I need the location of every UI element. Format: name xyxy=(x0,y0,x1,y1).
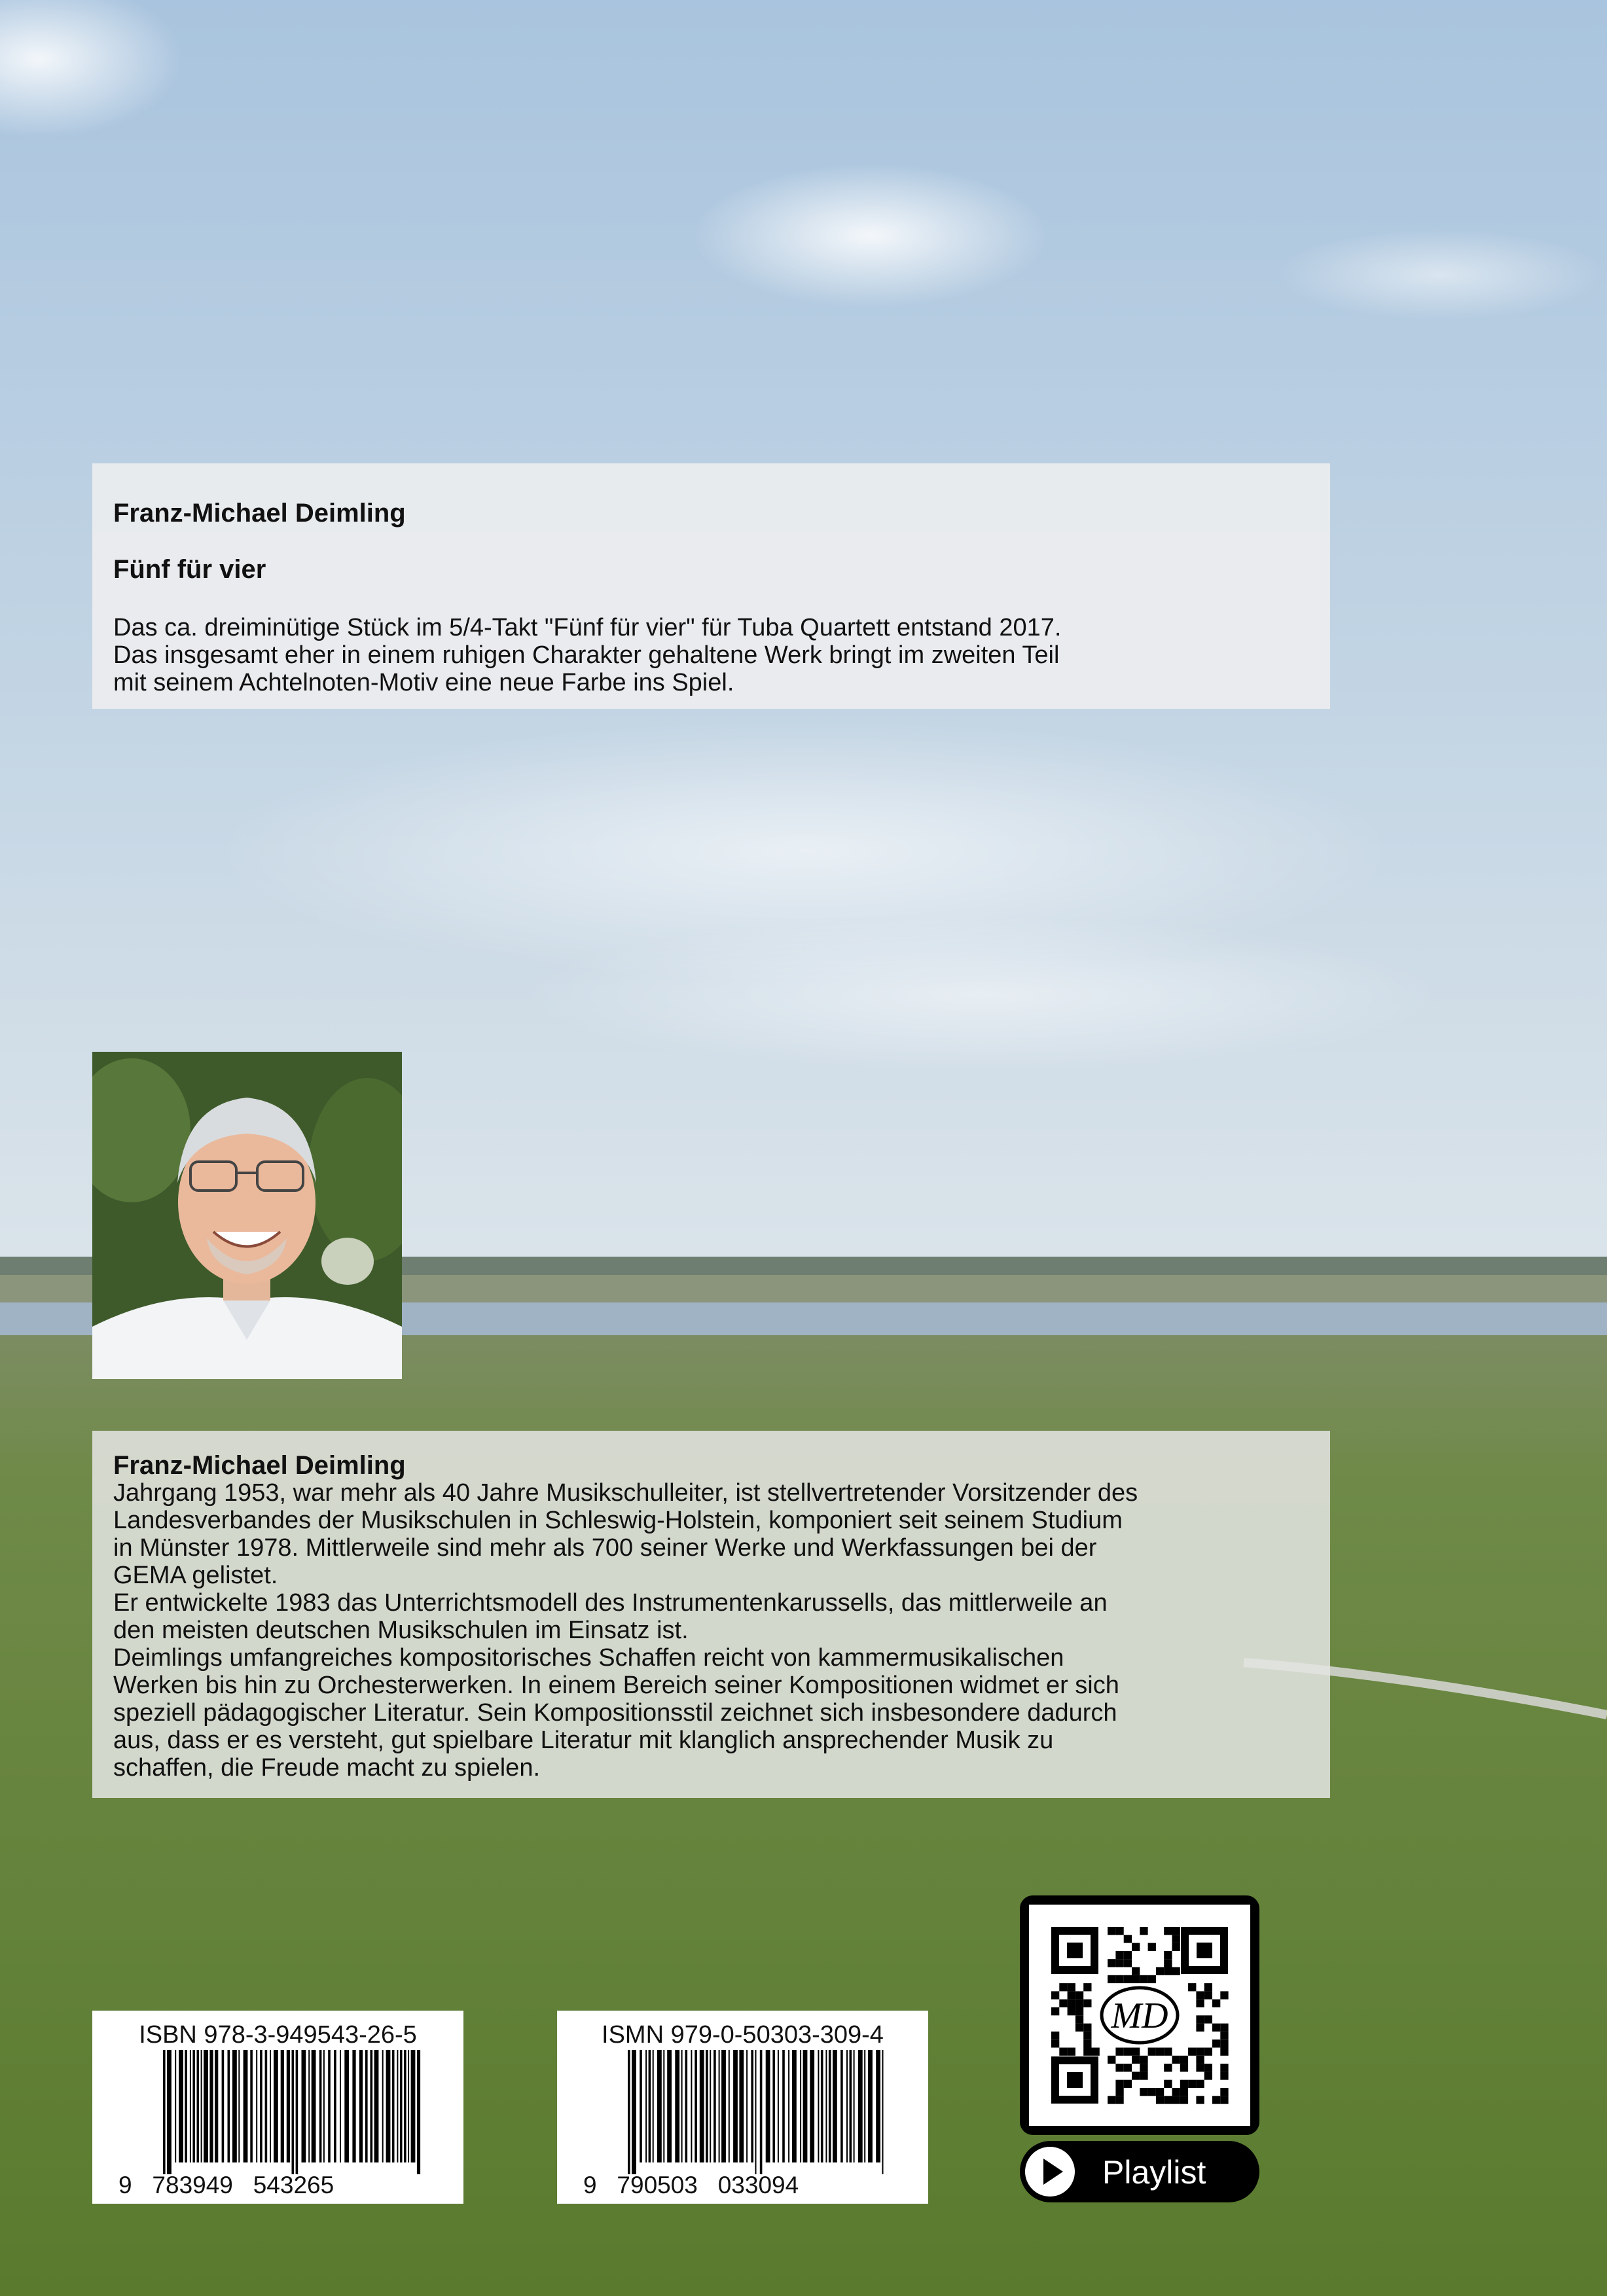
qr-module xyxy=(1180,2056,1188,2064)
ismn-digits: 9 790503 033094 xyxy=(583,2172,799,2198)
bio-line: Deimlings umfangreiches kompositorisches Schaffen reicht von kammermusikalischen xyxy=(113,1644,1064,1672)
barcode-bar xyxy=(292,2050,295,2174)
qr-module xyxy=(1115,2064,1123,2072)
qr-module xyxy=(1108,2096,1115,2104)
barcode-bar xyxy=(370,2050,373,2162)
barcode-bar xyxy=(167,2050,172,2174)
barcode-bar xyxy=(359,2050,363,2162)
barcode-bar xyxy=(232,2050,237,2162)
composer-name: Franz-Michael Deimling xyxy=(113,499,406,528)
barcode-bar xyxy=(760,2050,763,2174)
qr-module xyxy=(1140,2072,1147,2079)
playlist-label: Playlist xyxy=(1102,2154,1206,2191)
playlist-button[interactable] xyxy=(1020,2141,1259,2202)
barcode-bar xyxy=(663,2050,664,2162)
qr-module xyxy=(1075,1991,1083,1999)
barcode-bar xyxy=(713,2050,716,2162)
description-line: Das ca. dreiminütige Stück im 5/4-Takt "Fünf für vier" für Tuba Quartett entstand 2017. xyxy=(113,614,1062,641)
qr-module xyxy=(1083,2024,1091,2032)
barcode-bar xyxy=(265,2050,268,2162)
barcode-bar xyxy=(825,2050,827,2162)
qr-module xyxy=(1051,2039,1059,2047)
qr-module xyxy=(1196,1991,1204,1999)
barcode-bar xyxy=(328,2050,331,2162)
qr-module xyxy=(1156,2096,1164,2104)
qr-module xyxy=(1075,2007,1083,2015)
qr-module xyxy=(1124,1959,1132,1967)
qr-module xyxy=(1059,2000,1067,2007)
barcode-bar xyxy=(404,2050,406,2162)
qr-module xyxy=(1220,2024,1228,2032)
barcode-bar xyxy=(352,2050,355,2162)
barcode-bar xyxy=(640,2050,642,2162)
qr-module xyxy=(1220,2064,1228,2072)
bio-line: Landesverbandes der Musikschulen in Schleswig-Holstein, komponiert seit seinem Studium xyxy=(113,1507,1123,1534)
bio-line: Er entwickelte 1983 das Unterrichtsmodell des Instrumentenkarussells, das mittlerweile an xyxy=(113,1589,1108,1617)
qr-module xyxy=(1196,2015,1204,2023)
bio-line: GEMA gelistet. xyxy=(113,1562,278,1589)
qr-module xyxy=(1204,2015,1212,2023)
qr-module xyxy=(1204,1983,1212,1991)
barcode-bar xyxy=(632,2050,636,2174)
qr-module xyxy=(1075,2024,1083,2032)
barcode-bar xyxy=(882,2050,884,2174)
barcode-bar xyxy=(691,2050,692,2162)
qr-module xyxy=(1204,2048,1212,2056)
isbn-barcode-bars xyxy=(160,2050,424,2174)
barcode-bar xyxy=(201,2050,202,2162)
barcode-bar xyxy=(700,2050,704,2162)
barcode-bar xyxy=(746,2050,748,2162)
barcode-bar xyxy=(408,2050,409,2162)
barcode-bar xyxy=(302,2050,306,2162)
qr-module xyxy=(1124,1935,1132,1943)
barcode-bar xyxy=(382,2050,384,2162)
barcode-bar xyxy=(675,2050,679,2162)
barcode-bar xyxy=(386,2050,391,2162)
barcode-bar xyxy=(766,2050,770,2162)
qr-module xyxy=(1220,2039,1228,2047)
qr-module xyxy=(1132,2056,1140,2064)
barcode-bar xyxy=(803,2050,808,2162)
qr-module xyxy=(1115,2088,1123,2096)
barcode-bar xyxy=(810,2050,814,2162)
qr-module xyxy=(1172,2088,1180,2096)
qr-module xyxy=(1132,2072,1140,2079)
qr-module xyxy=(1172,1927,1180,1935)
barcode-bar xyxy=(323,2050,325,2162)
qr-module xyxy=(1196,2000,1204,2007)
barcode-bar xyxy=(710,2050,711,2162)
qr-module xyxy=(1140,2064,1147,2072)
barcode-bar xyxy=(667,2050,672,2162)
barcode-bar xyxy=(628,2050,630,2174)
qr-module xyxy=(1148,2088,1156,2096)
qr-module xyxy=(1196,2056,1204,2064)
barcode-bar xyxy=(222,2050,225,2162)
barcode-bar xyxy=(864,2050,865,2162)
qr-module xyxy=(1068,1991,1075,1999)
qr-module xyxy=(1115,2048,1123,2056)
qr-module xyxy=(1148,2048,1156,2056)
qr-module xyxy=(1196,2064,1204,2072)
qr-module xyxy=(1188,2048,1196,2056)
barcode-bar xyxy=(296,2050,298,2174)
piece-title: Fünf für vier xyxy=(113,555,266,584)
barcode-bar xyxy=(312,2050,316,2162)
description-line: mit seinem Achtelnoten-Motiv eine neue Farbe ins Spiel. xyxy=(113,669,734,696)
author-portrait xyxy=(92,1052,402,1379)
play-triangle-icon xyxy=(1043,2159,1063,2185)
bio-author-name: Franz-Michael Deimling xyxy=(113,1451,406,1480)
barcode-bar xyxy=(185,2050,187,2162)
barcode-bar xyxy=(163,2050,166,2174)
qr-module xyxy=(1108,1975,1115,1983)
barcode-bar xyxy=(334,2050,336,2162)
qr-logo: MD xyxy=(1111,1996,1168,2036)
barcode-bar xyxy=(719,2050,720,2162)
qr-module xyxy=(1196,2080,1204,2088)
qr-module xyxy=(1115,1951,1123,1959)
barcode-bar xyxy=(287,2050,290,2162)
barcode-bar xyxy=(721,2050,726,2162)
barcode-bar xyxy=(821,2050,823,2162)
barcode-bar xyxy=(179,2050,183,2162)
qr-module xyxy=(1124,1975,1132,1983)
qr-module xyxy=(1132,1943,1140,1951)
qr-module xyxy=(1212,2024,1220,2032)
barcode-bar xyxy=(876,2050,880,2162)
barcode-bar xyxy=(281,2050,284,2162)
qr-module xyxy=(1196,2048,1204,2056)
barcode-bar xyxy=(657,2050,662,2162)
qr-module xyxy=(1075,2015,1083,2023)
barcode-bar xyxy=(192,2050,195,2162)
barcode-bar xyxy=(772,2050,775,2162)
barcode-bar xyxy=(244,2050,248,2162)
ismn-barcode-bars xyxy=(625,2050,888,2174)
barcode-bar xyxy=(374,2050,379,2162)
qr-module xyxy=(1164,1951,1172,1959)
ismn-label: ISMN 979-0-50303-309-4 xyxy=(602,2021,884,2049)
barcode-bar xyxy=(685,2050,688,2162)
barcode-bar xyxy=(751,2050,753,2162)
barcode-bar xyxy=(858,2050,863,2162)
qr-module xyxy=(1180,2064,1188,2072)
barcode-bar xyxy=(190,2050,191,2162)
barcode-bar xyxy=(755,2050,757,2174)
qr-module xyxy=(1180,2088,1188,2096)
qr-module xyxy=(1124,2080,1132,2088)
bio-line: aus, dass er es versteht, gut spielbare Literatur mit klanglich ansprechender Musik zu xyxy=(113,1727,1054,1754)
qr-module xyxy=(1068,2007,1075,2015)
qr-module xyxy=(1204,2064,1212,2072)
ismn-barcode xyxy=(557,2011,928,2204)
qr-module xyxy=(1220,2088,1228,2096)
barcode-bar xyxy=(850,2050,852,2162)
qr-module xyxy=(1083,2048,1091,2056)
barcode-bar xyxy=(392,2050,395,2162)
barcode-bar xyxy=(829,2050,831,2162)
barcode-bar xyxy=(729,2050,730,2162)
qr-module xyxy=(1164,1967,1172,1975)
bio-line: schaffen, die Freude macht zu spielen. xyxy=(113,1754,541,1782)
qr-module xyxy=(1124,1951,1132,1959)
barcode-bar xyxy=(778,2050,779,2162)
qr-module xyxy=(1132,1975,1140,1983)
qr-module xyxy=(1148,1943,1156,1951)
qr-module xyxy=(1180,2096,1188,2104)
barcode-bar xyxy=(344,2050,349,2162)
qr-module xyxy=(1212,2096,1220,2104)
description-line: Das insgesamt eher in einem ruhigen Charakter gehaltene Werk bringt im zweiten Teil xyxy=(113,641,1060,669)
qr-module xyxy=(1140,2088,1147,2096)
barcode-bar xyxy=(840,2050,843,2162)
qr-module xyxy=(1140,2056,1147,2064)
qr-module xyxy=(1172,1967,1180,1975)
isbn-digits: 9 783949 543265 xyxy=(118,2172,334,2198)
barcode-bar xyxy=(400,2050,403,2162)
qr-module xyxy=(1204,2072,1212,2079)
qr-module xyxy=(1220,2096,1228,2104)
barcode-bar xyxy=(788,2050,789,2162)
qr-module xyxy=(1156,2048,1164,2056)
barcode-bar xyxy=(782,2050,785,2162)
qr-module xyxy=(1051,2007,1059,2015)
qr-module xyxy=(1068,2000,1075,2007)
barcode-bar xyxy=(695,2050,697,2162)
isbn-label: ISBN 978-3-949543-26-5 xyxy=(139,2021,417,2049)
qr-module xyxy=(1148,1975,1156,1983)
piece-description xyxy=(113,614,1309,696)
qr-module xyxy=(1212,2039,1220,2047)
qr-module xyxy=(1188,1983,1196,1991)
qr-module xyxy=(1068,1983,1075,1991)
qr-module xyxy=(1156,2088,1164,2096)
qr-module xyxy=(1164,1959,1172,1967)
qr-module xyxy=(1140,1975,1147,1983)
qr-module xyxy=(1115,1959,1123,1967)
qr-module xyxy=(1068,2048,1075,2056)
qr-module xyxy=(1172,1943,1180,1951)
qr-module xyxy=(1140,1927,1147,1935)
barcode-bar xyxy=(397,2050,398,2162)
qr-module xyxy=(1115,2096,1123,2104)
bio-line: Werken bis hin zu Orchesterwerken. In einem Bereich seiner Kompositionen widmet er sich xyxy=(113,1672,1119,1699)
barcode-bar xyxy=(228,2050,230,2162)
barcode-bar xyxy=(706,2050,708,2162)
barcode-bar xyxy=(209,2050,213,2162)
bio-line: den meisten deutschen Musikschulen im Einsatz ist. xyxy=(113,1617,689,1644)
qr-code[interactable] xyxy=(1020,1895,1259,2135)
qr-module xyxy=(1059,1983,1067,1991)
barcode-bar xyxy=(417,2050,420,2174)
qr-module xyxy=(1164,1927,1172,1935)
barcode-bar xyxy=(818,2050,819,2162)
qr-module xyxy=(1220,2072,1228,2079)
author-bio-panel xyxy=(92,1431,1330,1798)
barcode-bar xyxy=(854,2050,855,2162)
qr-module xyxy=(1051,2032,1059,2039)
qr-module xyxy=(1108,1959,1115,1967)
qr-module xyxy=(1188,2080,1196,2088)
qr-module xyxy=(1083,2039,1091,2047)
qr-module xyxy=(1164,2048,1172,2056)
qr-module xyxy=(1164,2064,1172,2072)
barcode-bar xyxy=(256,2050,257,2162)
bio-line: speziell pädagogischer Literatur. Sein Kompositionsstil zeichnet sich insbesondere dadurch xyxy=(113,1699,1117,1727)
barcode-bar xyxy=(645,2050,647,2162)
barcode-bar xyxy=(800,2050,801,2162)
barcode-bar xyxy=(260,2050,262,2162)
qr-module xyxy=(1115,1975,1123,1983)
synopsis-panel xyxy=(92,463,1330,709)
qr-module xyxy=(1172,2056,1180,2064)
barcode-bar xyxy=(739,2050,744,2162)
barcode-bar xyxy=(319,2050,322,2162)
qr-module xyxy=(1164,2080,1172,2088)
barcode-bar xyxy=(175,2050,176,2162)
barcode-bar xyxy=(238,2050,240,2162)
barcode-bar xyxy=(215,2050,218,2162)
qr-module xyxy=(1180,2080,1188,2088)
qr-module xyxy=(1115,2080,1123,2088)
barcode-bar xyxy=(868,2050,873,2162)
barcode-bar xyxy=(733,2050,738,2162)
qr-module xyxy=(1204,1991,1212,1999)
barcode-bar xyxy=(340,2050,341,2162)
qr-module xyxy=(1124,2048,1132,2056)
qr-module xyxy=(1124,2064,1132,2072)
barcode-bar xyxy=(197,2050,200,2162)
qr-module xyxy=(1132,1967,1140,1975)
barcode-bar xyxy=(411,2050,416,2162)
barcode-bar xyxy=(274,2050,278,2162)
qr-module xyxy=(1083,1983,1091,1991)
barcode-bar xyxy=(250,2050,253,2162)
qr-module xyxy=(1108,1927,1115,1935)
barcode-bar xyxy=(649,2050,651,2162)
qr-module xyxy=(1196,2024,1204,2032)
qr-module xyxy=(1075,2000,1083,2007)
qr-module xyxy=(1220,2032,1228,2039)
barcode-bar xyxy=(270,2050,271,2162)
qr-module xyxy=(1196,2096,1204,2104)
qr-module xyxy=(1172,1935,1180,1943)
qr-module xyxy=(1115,1927,1123,1935)
barcode-bar xyxy=(833,2050,837,2162)
qr-module xyxy=(1172,2096,1180,2104)
qr-module xyxy=(1132,2048,1140,2056)
qr-module xyxy=(1108,2056,1115,2064)
qr-module xyxy=(1083,2000,1091,2007)
barcode-bar xyxy=(365,2050,368,2162)
qr-module xyxy=(1164,2096,1172,2104)
qr-module xyxy=(1156,1967,1164,1975)
qr-module xyxy=(1051,1991,1059,1999)
qr-module xyxy=(1092,2048,1100,2056)
barcode-bar xyxy=(653,2050,654,2162)
barcode-bar xyxy=(204,2050,208,2162)
qr-module xyxy=(1083,2032,1091,2039)
bio-line: Jahrgang 1953, war mehr als 40 Jahre Musikschulleiter, ist stellvertretender Vorsitzender des xyxy=(113,1479,1138,1507)
qr-module xyxy=(1059,2048,1067,2056)
barcode-bar xyxy=(792,2050,797,2162)
barcode-bar xyxy=(681,2050,683,2162)
qr-module xyxy=(1220,2048,1228,2056)
barcode-bar xyxy=(846,2050,848,2162)
barcode-bar xyxy=(308,2050,310,2162)
bio-line: in Münster 1978. Mittlerweile sind mehr als 700 seiner Werke und Werkfassungen bei der xyxy=(113,1534,1097,1562)
isbn-barcode xyxy=(92,2011,463,2204)
qr-module xyxy=(1220,1991,1228,1999)
qr-module xyxy=(1212,2000,1220,2007)
